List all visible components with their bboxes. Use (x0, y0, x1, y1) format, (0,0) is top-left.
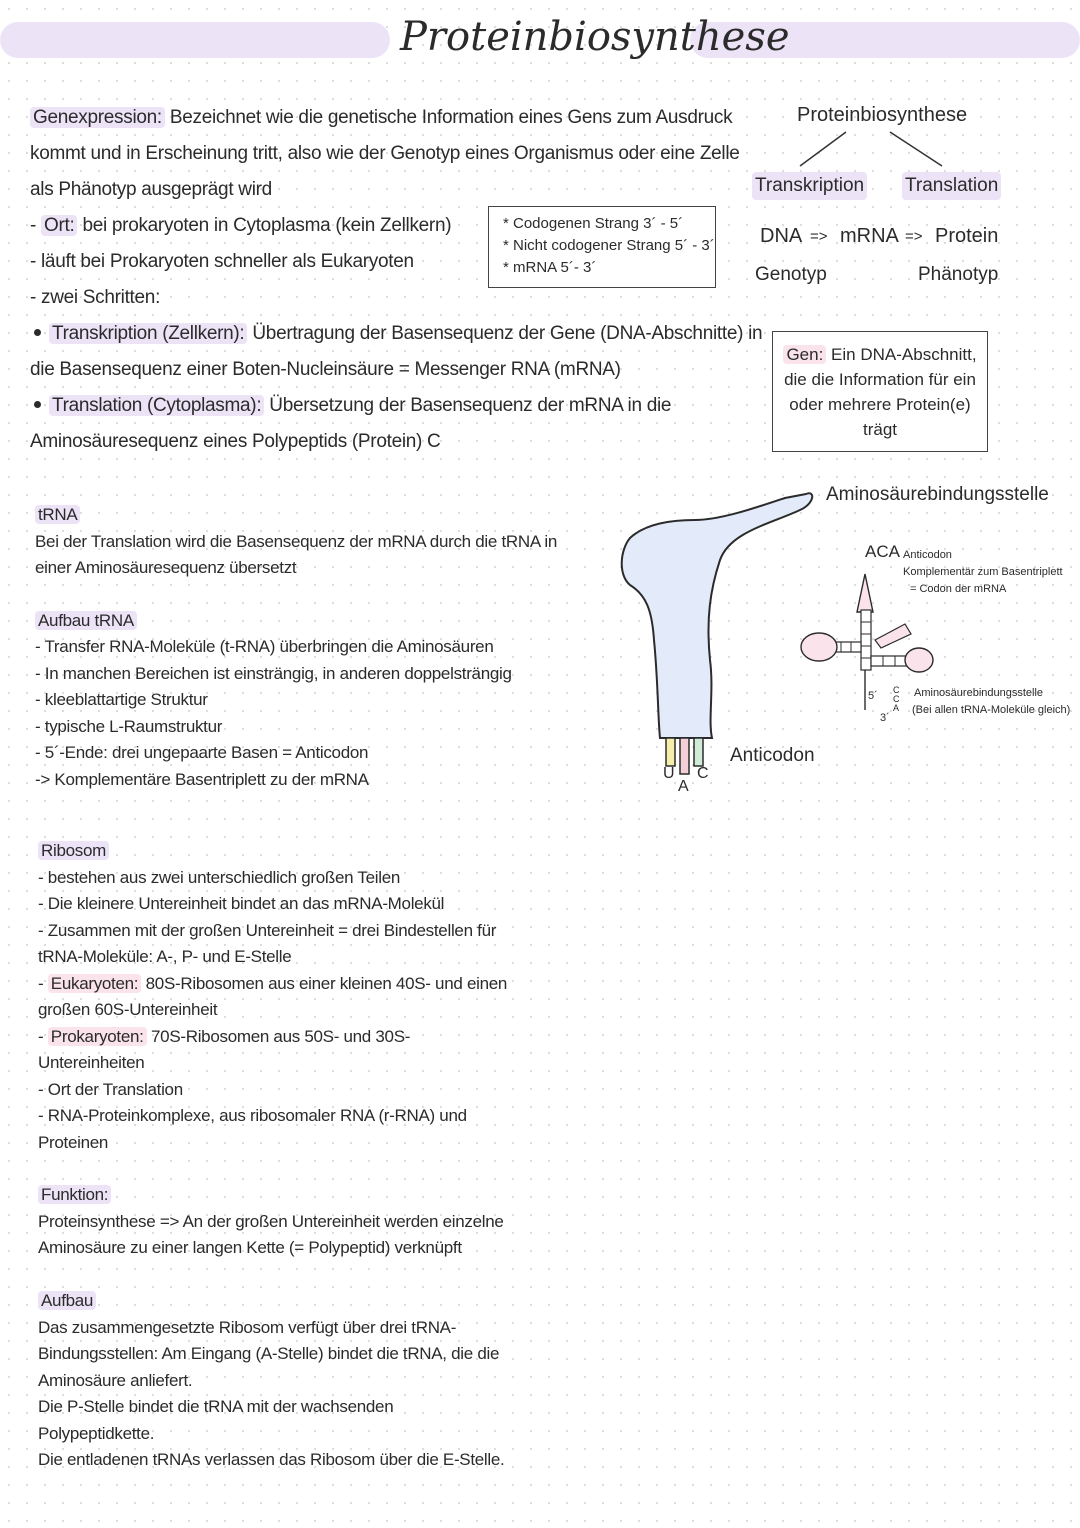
anticodon-label: Anticodon (730, 745, 815, 766)
flow-arrow: => (810, 228, 828, 245)
strand-item: * Nicht codogener Strang 5´ - 3´ (503, 237, 715, 254)
ribosom-section: Ribosom - bestehen aus zwei unterschiedlich großen Teilen - Die kleinere Untereinheit bindet an das mRNA-Molekül - Zusammen mit der großen Untereinheit = drei Bindestellen für tRNA-Moleküle: A-, P- und E-Stelle - Eukaryoten: 80S-Ribosomen aus einer kleinen 40S- und einen großen 60S-Untereinheit - Prokaryoten: 70S-Ribosomen aus 50S- und 30S- Untereinheiten - Ort der Translation - RNA-Proteinkomplexe, aus ribosomaler RNA (r-RNA) und Proteinen (38, 841, 508, 1152)
flow-genotyp: Genotyp (755, 264, 827, 285)
funktion-section: Funktion: Proteinsynthese => An der großen Untereinheit werden einzelne Aminosäure zu einer langen Kette (= Polypeptid) verknüpft (38, 1185, 504, 1257)
ort-term: Ort: (41, 215, 77, 236)
transkription-term: Transkription (Zellkern): (49, 323, 247, 344)
aufbau-heading: Aufbau (38, 1291, 96, 1310)
bullet-dot (34, 329, 41, 336)
trna-item: - In manchen Bereichen ist einsträngig, in anderen doppelsträngig (35, 663, 512, 683)
clover-desc1: Komplementär zum Basentriplett (903, 566, 1063, 578)
bullet-dot (34, 401, 41, 408)
trna-item: -> Komplementäre Basentriplett zu der mRNA (35, 769, 369, 789)
clover-3-end: 3´ (880, 712, 890, 724)
flow-phaenotyp: Phänotyp (918, 264, 999, 285)
flow-mrna: mRNA (840, 225, 899, 247)
trna-line1: Bei der Translation wird die Basensequenz der mRNA durch die tRNA in (35, 531, 557, 551)
trna-line2: einer Aminosäuresequenz übersetzt (35, 558, 297, 577)
clover-binding-note: (Bei allen tRNA-Moleküle gleich) (912, 704, 1071, 716)
trna-item: - kleeblattartige Struktur (35, 690, 208, 709)
translation-text: Übersetzung der Basensequenz der mRNA in die (269, 395, 672, 416)
clover-cca: C C A (893, 685, 900, 713)
genexpression-term: Genexpression: (30, 107, 165, 128)
intro-block: Genexpression: Bezeichnet wie die genetische Information eines Gens zum Ausdruck kommt und in Erscheinung tritt, also wie der Genotyp eines Organismus oder eine Zelle als Phänotyp ausgeprägt wird - Ort: bei prokaryoten in Cytoplasma (kein Zellkern) - läuft bei Prokaryoten schneller als Eukaryoten - zwei Schritten: Transkription (Zellkern): Übertragung der Basensequenz der Gene (DNA-Abschnitte) in die Basensequenz einer Boten-Nucleinsäure = Messenger RNA (mRNA) Translation (Cytoplasma): Übersetzung der Basensequenz der mRNA in die Aminosäuresequenz eines Polypeptids (Protein) C (30, 100, 730, 460)
ribosom-heading: Ribosom (38, 841, 109, 860)
intro-line1: Bezeichnet wie die genetische Information eines Gens zum Ausdruck (169, 107, 733, 128)
flow-dna: DNA (760, 225, 803, 247)
trna-l-shape (622, 493, 813, 738)
trna-heading: tRNA (35, 505, 80, 524)
eukaryoten-term: Eukaryoten: (48, 974, 141, 993)
intro-line3: als Phänotyp ausgeprägt wird (30, 179, 272, 200)
strand-box (488, 206, 716, 288)
clover-anticodon: ACA (865, 542, 900, 561)
funktion-heading: Funktion: (38, 1185, 111, 1204)
ort-text: bei prokaryoten in Cytoplasma (kein Zellkern) (82, 215, 452, 236)
translation-line2: Aminosäuresequenz eines Polypeptids (Protein) C (30, 431, 441, 452)
clover-anticodon-label: Anticodon (903, 549, 952, 561)
strand-item: * Codogenen Strang 3´ - 5´ (503, 215, 684, 232)
aufbau-section: Aufbau Das zusammengesetzte Ribosom verfügt über drei tRNA- Bindungsstellen: Am Eingang (A-Stelle) bindet die tRNA, die die Aminosäure anliefert. Die P-Stelle bindet die tRNA mit der wachsenden Polypeptidkette. Die entladenen tRNAs verlassen das Ribosom über die E-Stelle. (38, 1291, 505, 1469)
base-c: C (697, 765, 709, 782)
gen-term: Gen: (783, 345, 826, 364)
overview-translation: Translation (902, 172, 1001, 200)
clover-5-end: 5´ (868, 690, 878, 702)
prokaryoten-term: Prokaryoten: (48, 1027, 147, 1046)
binding-site-label: Aminosäurebindungsstelle (826, 484, 1049, 505)
gen-box: Gen: Ein DNA-Abschnitt, die die Information für ein oder mehrere Protein(e) trägt (772, 331, 988, 452)
trna-item: - Transfer RNA-Moleküle (t-RNA) überbringen die Aminosäuren (35, 637, 494, 656)
intro-line2: kommt und in Erscheinung tritt, also wie der Genotyp eines Organismus oder eine Zelle (30, 143, 740, 164)
overview-transkription: Transkription (752, 172, 867, 200)
overview-title: Proteinbiosynthese (797, 104, 968, 126)
transkription-text: Übertragung der Basensequenz der Gene (DNA-Abschnitte) in (252, 323, 763, 344)
flow-arrow: => (905, 228, 923, 245)
trna-item: - 5´-Ende: drei ungepaarte Basen = Anticodon (35, 743, 369, 762)
flow-protein: Protein (935, 225, 999, 247)
clover-desc2: = Codon der mRNA (910, 583, 1007, 595)
strand-item: * mRNA 5´- 3´ (503, 259, 597, 276)
translation-term: Translation (Cytoplasma): (49, 395, 264, 416)
prokaryoten-fast: - läuft bei Prokaryoten schneller als Eukaryoten (30, 251, 414, 272)
trna-item: - typische L-Raumstruktur (35, 716, 223, 736)
aufbau-trna-heading: Aufbau tRNA (35, 611, 137, 630)
page-title: Proteinbiosynthese (400, 14, 790, 60)
base-u: U (663, 765, 675, 782)
trna-section (35, 502, 615, 793)
zwei-schritte: - zwei Schritten: (30, 287, 161, 308)
transkription-line2: die Basensequenz einer Boten-Nucleinsäure = Messenger RNA (mRNA) (30, 359, 621, 380)
base-a: A (678, 778, 689, 795)
clover-binding-label: Aminosäurebindungsstelle (914, 687, 1044, 699)
overview-branches (790, 128, 950, 172)
title-banner-left (0, 22, 390, 58)
